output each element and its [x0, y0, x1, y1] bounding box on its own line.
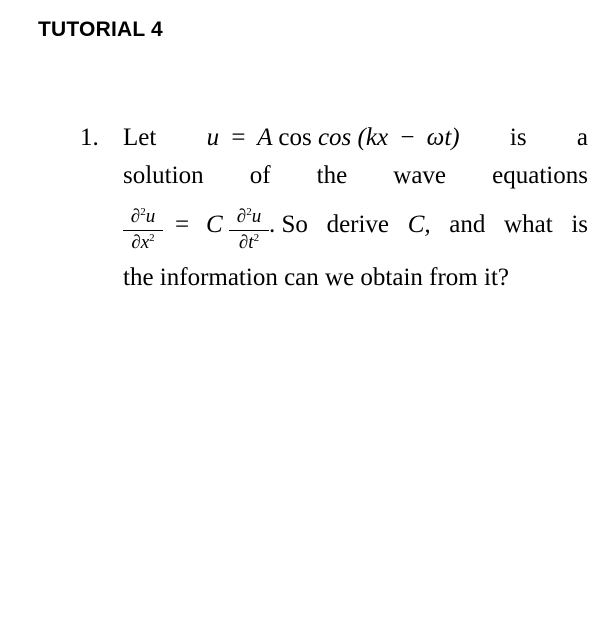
argument-kx: (kx	[357, 124, 389, 151]
problem-line-4: the information can we obtain from it?	[123, 264, 509, 291]
word: the	[316, 162, 348, 189]
fraction-denominator: $\partial x^2$	[131, 232, 155, 253]
fraction-bar	[123, 230, 163, 231]
var-amplitude: A	[257, 124, 273, 151]
cos-function-2: cos	[317, 124, 352, 151]
var-c: C	[206, 211, 223, 238]
word-is: is	[509, 124, 527, 151]
equals-sign: =	[231, 124, 246, 151]
page-title: TUTORIAL 4	[38, 18, 163, 41]
var-u: u	[206, 124, 220, 151]
word: solution	[123, 162, 204, 189]
problem-number: 1.	[80, 124, 99, 151]
word: equations	[492, 162, 588, 189]
fraction-denominator: $\partial t^2$	[238, 232, 260, 253]
equals-sign: =	[175, 211, 190, 238]
word-let: Let	[123, 124, 157, 151]
word: what	[504, 211, 553, 238]
word: wave	[393, 162, 447, 189]
cos-function-1: cos	[278, 124, 312, 151]
fraction-numerator: ∂$^2$u	[130, 206, 156, 227]
var-c-inline: C,	[407, 211, 431, 238]
word: is	[571, 211, 588, 238]
fraction-numerator: ∂$^2$u	[236, 206, 262, 227]
argument-omega-t: ωt)	[426, 124, 460, 151]
word-a: a	[576, 124, 588, 151]
word: . So	[269, 211, 308, 238]
word: of	[249, 162, 271, 189]
word: derive	[326, 211, 390, 238]
wave-function-equation	[207, 124, 460, 152]
minus-sign: −	[400, 124, 415, 151]
problem-line-2	[123, 162, 588, 190]
word: and	[449, 211, 486, 238]
problem-line-1	[123, 124, 588, 152]
problem-line-3-wave-equation	[123, 206, 588, 258]
line-3-tail	[269, 211, 588, 239]
fraction-bar	[229, 230, 269, 231]
